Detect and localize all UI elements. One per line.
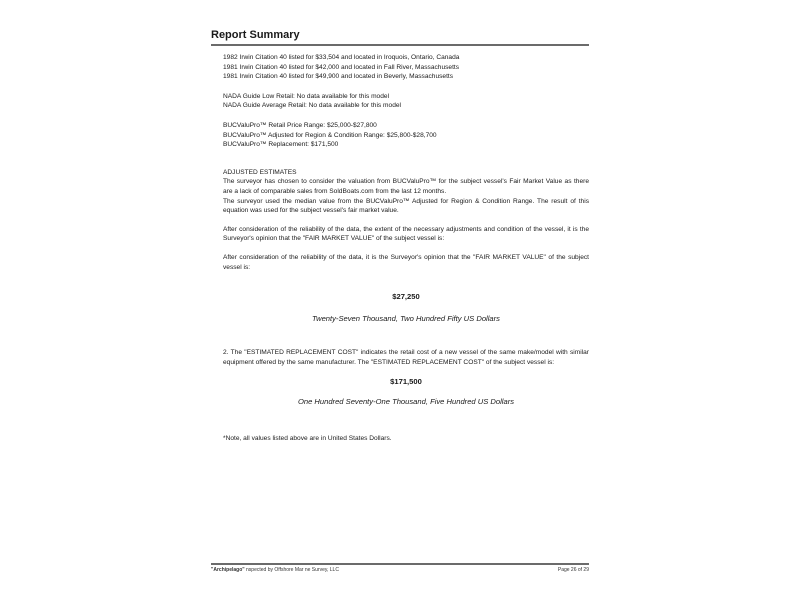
replacement-cost-para: 2. The "ESTIMATED REPLACEMENT COST" indicates the retail cost of a new vessel of the same make/model with similar equipment offered by the same manufacturer. The "ESTIMATED REPLACEMENT COST" of the subject vessel is: xyxy=(223,349,589,366)
nada-average-retail: NADA Guide Average Retail: No data available for this model xyxy=(223,102,402,110)
footer-divider xyxy=(211,563,589,565)
adjusted-para-4: After consideration of the reliability of the data, it is the Surveyor's opinion that the "FAIR MARKET VALUE" of the subject vessel is: xyxy=(223,253,589,271)
adjusted-para-2: The surveyor used the median value from the BUCValuPro™ Adjusted for Region & Condition Range. The result of this equation was used for the subject vessel's fair market value. xyxy=(223,197,589,215)
adjusted-para-1: The surveyor has chosen to consider the valuation from BUCValuPro™ for the subject vessel's Fair Market Value as there are a lack of comparable sales from SoldBoats.com from the last 12 months. xyxy=(223,178,589,195)
listing-line: 1982 Irwin Citation 40 listed for $33,504 and located in Iroquois, Ontario, Canada xyxy=(223,54,460,61)
bucvalupro-adjusted-range: BUCValuPro™ Adjusted for Region & Condition Range: $25,800-$28,700 xyxy=(223,131,437,139)
fair-market-value-amount: $27,250 xyxy=(392,292,420,302)
footer-inspection xyxy=(211,567,339,574)
bucvalupro-replacement: BUCValuPro™ Replacement: $171,500 xyxy=(223,141,339,149)
comparable-listings xyxy=(223,53,589,82)
bucvalupro-values xyxy=(223,121,589,150)
heading-divider xyxy=(211,44,589,46)
report-body xyxy=(211,53,589,443)
footer-page-number: Page 26 of 29 xyxy=(557,567,589,573)
report-heading: Report Summary xyxy=(211,29,300,41)
report-page xyxy=(211,28,589,443)
bucvalupro-retail-range: BUCValuPro™ Retail Price Range: $25,000-$27,800 xyxy=(223,121,377,129)
listing-line: 1981 Irwin Citation 40 listed for $42,000 and located in Fall River, Massachusetts xyxy=(223,63,460,71)
nada-guide xyxy=(223,92,589,111)
nada-low-retail: NADA Guide Low Retail: No data available for this model xyxy=(223,92,390,100)
replacement-cost-words: One Hundred Seventy-One Thousand, Five Hundred US Dollars xyxy=(297,397,515,407)
footer-vessel-name: "Archipelago" xyxy=(211,567,245,573)
footer-inspected-by: nspected by Offshore Mar ne Survey, LLC xyxy=(244,567,339,573)
listing-line: 1981 Irwin Citation 40 listed for $49,900 and located in Beverly, Massachusetts xyxy=(223,73,454,81)
adjusted-para-3: After consideration of the reliability of the data, the extent of the necessary adjustments and condition of the vessel, it is the Surveyor's opinion that the "FAIR MARKET VALUE" of the subject vessel is: xyxy=(223,225,589,243)
fair-market-value-words: Twenty-Seven Thousand, Two Hundred Fifty US Dollars xyxy=(312,313,500,323)
currency-note: *Note, all values listed above are in United States Dollars. xyxy=(223,434,392,442)
replacement-cost-amount: $171,500 xyxy=(390,377,422,387)
adjusted-estimates-title: ADJUSTED ESTIMATES xyxy=(223,168,297,176)
adjusted-estimates xyxy=(223,168,589,272)
